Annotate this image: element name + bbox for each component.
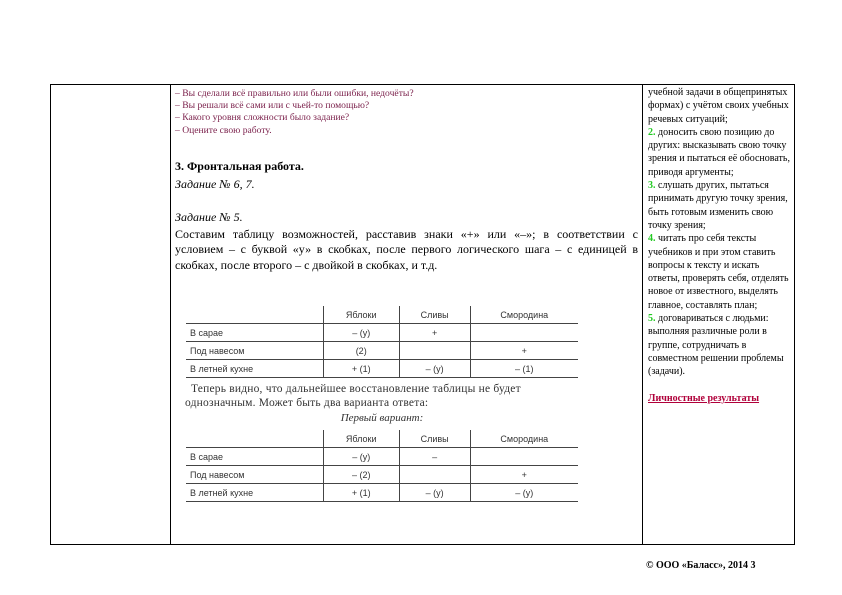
table-header-cell: Смородина [470,430,578,448]
skills-column [648,86,790,405]
skill-text: договариваться с людьми: выполняя различные роли в группе, сотрудничать в совместном решении проблемы (задачи). [648,313,784,378]
table-row-label: Под навесом [186,466,323,484]
table-cell: – (у) [470,484,578,502]
column-divider-left [170,84,171,545]
personal-results-heading: Личностные результаты [648,392,760,404]
skill-number: 5. [648,313,656,325]
table-cell: – (у) [399,360,470,378]
reflection-question: – Вы сделали всё правильно или были ошибки, недочёты? [175,88,414,99]
table-cell [399,466,470,484]
skill-text: слушать других, пытаться принимать другую точку зрения, быть готовым изменить свою точку зрения; [648,180,788,231]
table-cell: – (у) [323,448,399,466]
reflection-question: – Вы решали всё сами или с чьей-то помощью? [175,100,370,112]
results-heading-wrap [648,392,790,405]
table-cell: – (2) [323,466,399,484]
skill-number: 4. [648,233,656,245]
skill-item [648,179,790,232]
table-cell: + [470,466,578,484]
scanned-text-block [185,382,521,410]
task-label: Задание № 5. [175,209,243,224]
skill-item [648,126,790,179]
possibility-table-2 [186,430,578,502]
section-title: 3. Фронтальная работа. [175,158,304,173]
skill-text: читать про себя тексты учебников и при этом ставить вопросы к тексту и искать ответы, проверять себя, отделять новое от известного, выделять главное, составлять план; [648,233,789,311]
table-cell: – (1) [470,360,578,378]
table-header-cell: Сливы [399,430,470,448]
table-cell: + (1) [323,484,399,502]
task-label: Задание № 6, 7. [175,176,255,191]
skill-number: 2. [648,126,656,138]
table-header-cell: Смородина [470,306,578,324]
reflection-question: – Оцените свою работу. [175,124,272,136]
column-divider-right [642,84,643,545]
table-row-label: Под навесом [186,342,323,360]
table-cell [470,324,578,342]
lesson-content-column [175,88,638,273]
scanned-text-line: однозначным. Может быть два варианта ответа: [185,397,429,409]
variant-label: Первый вариант: [340,412,424,424]
table-cell: + [470,342,578,360]
scanned-text-line: Теперь видно, что дальнейшее восстановление таблицы не будет [191,383,521,395]
task-paragraph: Составим таблицу возможностей, расставив знаки «+» или «–»; в соответствии с условием – с буквой «у» в скобках, после первого логического шага – с единицей в скобках, после второго – с двойкой в скобках, и т.д. [175,226,638,272]
skill-number: 3. [648,180,656,192]
table-cell: + (1) [323,360,399,378]
table-cell: (2) [323,342,399,360]
possibility-table-1 [186,306,578,378]
skill-item [648,232,790,312]
table-header-cell: Яблоки [323,430,399,448]
skill-item [648,312,790,378]
table-header-cell: Сливы [399,306,470,324]
table-cell: + [399,324,470,342]
table-cell: – [399,448,470,466]
table-row-label: В летней кухне [186,484,323,502]
table-cell [399,342,470,360]
table-row-label: В сарае [186,324,323,342]
skill-text: доносить свою позицию до других: высказывать свою точку зрения и пытаться её обосновать, приводя аргументы; [648,126,790,178]
table-header-cell [186,306,323,324]
table-header-cell: Яблоки [323,306,399,324]
table-cell [470,448,578,466]
table-cell: – (у) [399,484,470,502]
page-footer: © ООО «Баласс», 2014 3 [646,560,756,571]
table-row-label: В летней кухне [186,360,323,378]
table-row-label: В сарае [186,448,323,466]
skills-intro: учебной задачи в общепринятых формах) с учётом своих учебных речевых ситуаций; [648,87,789,125]
table-header-cell [186,430,323,448]
reflection-question: – Какого уровня сложности было задание? [175,112,350,124]
table-cell: – (у) [323,324,399,342]
